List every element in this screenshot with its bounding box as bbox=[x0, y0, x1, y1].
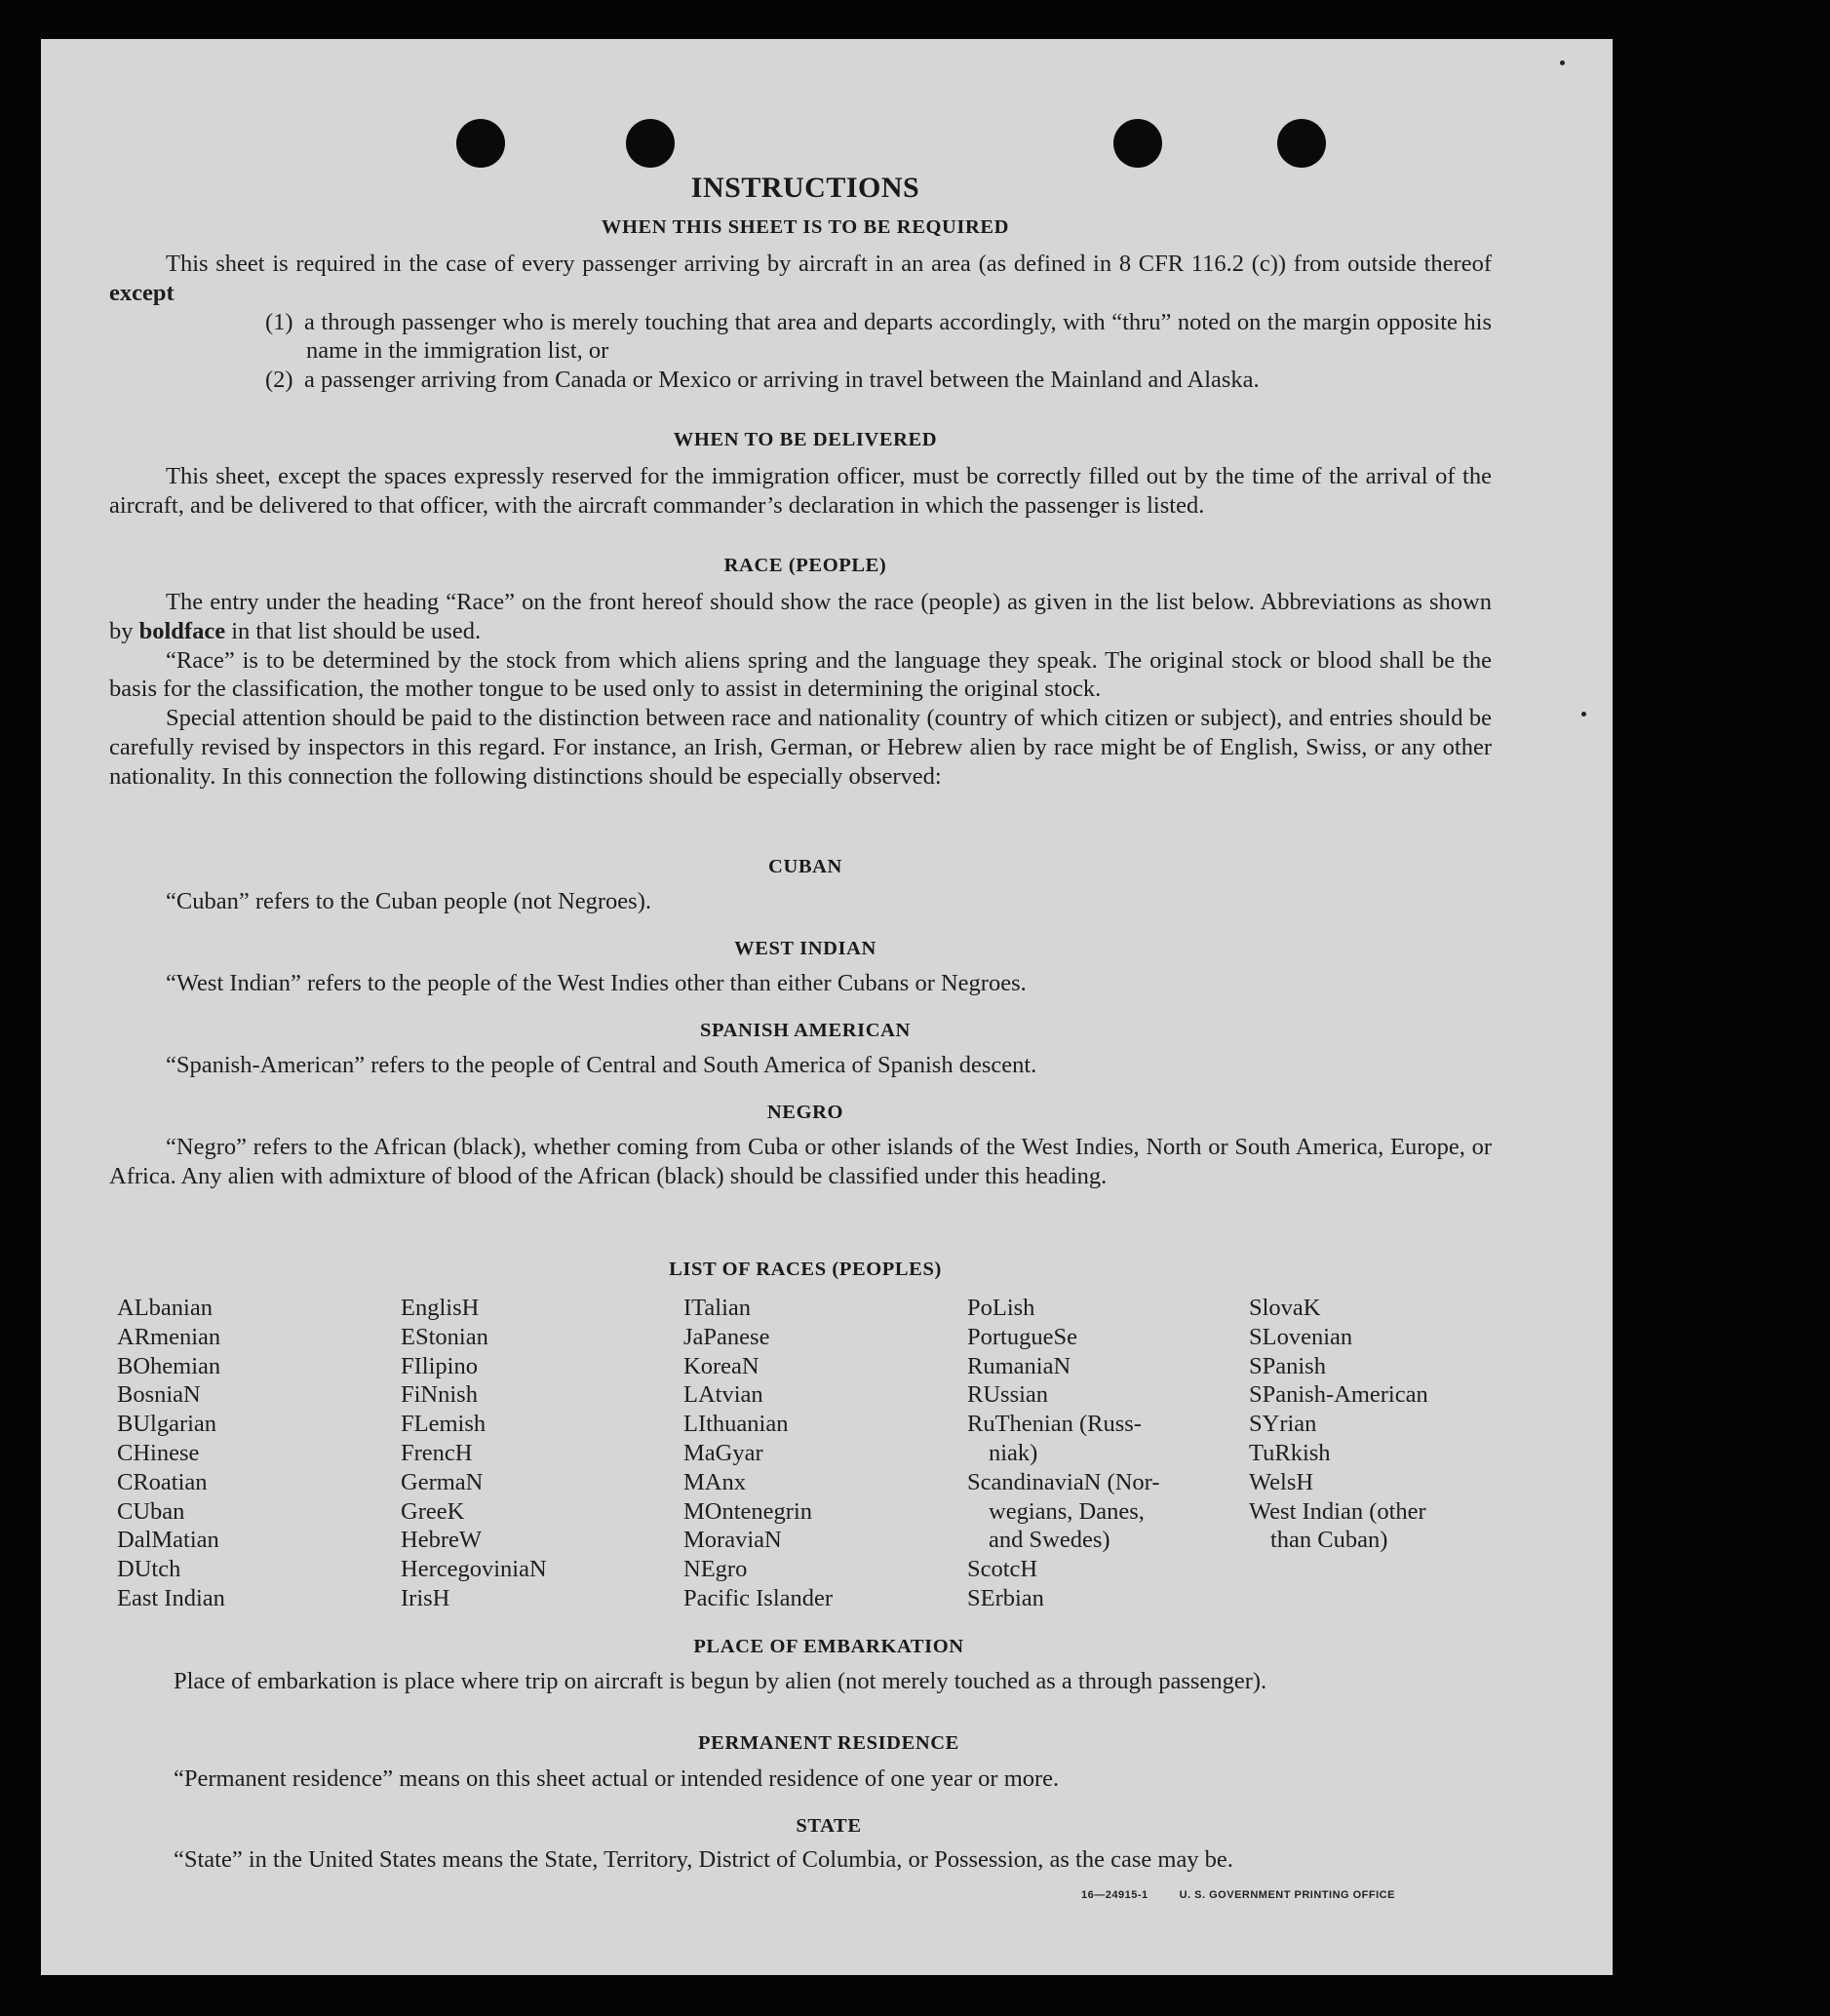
race-item: ScandinaviaN (Nor- bbox=[967, 1468, 1160, 1495]
punch-hole bbox=[456, 119, 505, 168]
section-negro bbox=[109, 1133, 1492, 1191]
races-column-3 bbox=[683, 1294, 961, 1613]
race-item-continued: and Swedes) bbox=[989, 1527, 1110, 1554]
form-number: 16—24915-1 bbox=[1081, 1889, 1149, 1901]
section-permanent-residence bbox=[117, 1764, 1496, 1794]
race-item: West Indian (other bbox=[1249, 1497, 1426, 1525]
heading-spanish-american: SPANISH AMERICAN bbox=[700, 1020, 911, 1041]
print-footer bbox=[1081, 1889, 1426, 1901]
races-column-4 bbox=[967, 1294, 1245, 1613]
punch-hole bbox=[1113, 119, 1162, 168]
race-item: SPanish-American bbox=[1249, 1381, 1428, 1409]
heading-state: STATE bbox=[796, 1815, 862, 1837]
race-paragraph-2: “Race” is to be determined by the stock from which aliens spring and the language they speak. The original stock or blood shall be the basis for the classification, the mother tongue to be used only to assist in determining the original stock. bbox=[109, 646, 1492, 703]
heading-cuban: CUBAN bbox=[768, 856, 842, 877]
printer-name: U. S. GOVERNMENT PRINTING OFFICE bbox=[1179, 1889, 1395, 1901]
race-item: LAtvian bbox=[683, 1381, 763, 1409]
race-item: SErbian bbox=[967, 1584, 1044, 1611]
race-item: FiNnish bbox=[401, 1381, 478, 1409]
race-item: ITalian bbox=[683, 1295, 752, 1321]
section-race bbox=[109, 588, 1492, 792]
race-item: WelsH bbox=[1249, 1468, 1314, 1495]
race-item: EStonian bbox=[401, 1323, 488, 1350]
state-text: “State” in the United States means the State, Territory, District of Columbia, or Possession, as the case may be. bbox=[174, 1846, 1233, 1873]
race-item: MOntenegrin bbox=[683, 1497, 812, 1525]
residence-text: “Permanent residence” means on this sheet actual or intended residence of one year or more. bbox=[174, 1765, 1060, 1792]
races-column-5 bbox=[1249, 1294, 1527, 1555]
west-indian-text: “West Indian” refers to the people of the West Indies other than either Cubans or Negroes. bbox=[166, 970, 1027, 996]
spanish-american-text: “Spanish-American” refers to the people of Central and South America of Spanish descent. bbox=[166, 1052, 1037, 1078]
required-item-1: (1) a through passenger who is merely touching that area and departs accordingly, with “thru” noted on the margin opposite his name in the immigration list, or bbox=[265, 308, 1492, 365]
race-item: BosniaN bbox=[117, 1381, 201, 1409]
race-item: HebreW bbox=[401, 1527, 482, 1554]
race-item-continued: than Cuban) bbox=[1270, 1527, 1388, 1554]
race-item: SYrian bbox=[1249, 1411, 1317, 1438]
race-item: TuRkish bbox=[1249, 1439, 1331, 1466]
heading-when-delivered: WHEN TO BE DELIVERED bbox=[673, 429, 938, 450]
race-item: PoLish bbox=[967, 1295, 1035, 1321]
required-intro: This sheet is required in the case of every passenger arriving by aircraft in an area (as defined in 8 CFR 116.2 (c)) from outside thereof except bbox=[109, 251, 1492, 306]
cuban-text: “Cuban” refers to the Cuban people (not Negroes). bbox=[166, 888, 651, 914]
race-paragraph-3: Special attention should be paid to the distinction between race and nationality (country of which citizen or subject), and entries should be carefully revised by inspectors in this regard. For instance, an Irish, German, or Hebrew alien by race might be of English, Swiss, or any other nationality. In this connection the following distinctions should be especially observed: bbox=[109, 705, 1492, 790]
race-item: RUssian bbox=[967, 1381, 1049, 1409]
race-item: GreeK bbox=[401, 1497, 465, 1525]
section-state bbox=[117, 1845, 1496, 1875]
race-item-continued: wegians, Danes, bbox=[989, 1497, 1145, 1525]
heading-permanent-residence: PERMANENT RESIDENCE bbox=[698, 1732, 959, 1754]
heading-race: RACE (PEOPLE) bbox=[723, 555, 887, 576]
heading-west-indian: WEST INDIAN bbox=[734, 938, 876, 959]
race-item-continued: niak) bbox=[989, 1439, 1038, 1466]
document-page bbox=[41, 39, 1613, 1975]
race-item: SlovaK bbox=[1249, 1295, 1321, 1321]
race-item: HercegoviniaN bbox=[401, 1556, 547, 1583]
speck bbox=[1581, 712, 1586, 717]
required-item-2: (2) a passenger arriving from Canada or Mexico or arriving in travel between the Mainland and Alaska. bbox=[265, 367, 1260, 394]
race-item: LIthuanian bbox=[683, 1411, 789, 1438]
section-spanish-american bbox=[109, 1051, 1492, 1080]
races-column-2 bbox=[401, 1294, 679, 1613]
heading-place-of-embarkation: PLACE OF EMBARKATION bbox=[693, 1636, 964, 1657]
embarkation-text: Place of embarkation is place where trip on aircraft is begun by alien (not merely touched as a through passenger). bbox=[174, 1668, 1267, 1694]
punch-hole bbox=[626, 119, 675, 168]
race-item: CHinese bbox=[117, 1439, 200, 1466]
heading-negro: NEGRO bbox=[766, 1102, 844, 1123]
race-item: NEgro bbox=[683, 1556, 748, 1583]
section-west-indian bbox=[109, 969, 1492, 998]
race-item: CUban bbox=[117, 1497, 185, 1525]
race-item: DalMatian bbox=[117, 1527, 219, 1554]
race-item: RuThenian (Russ- bbox=[967, 1411, 1142, 1438]
punch-hole bbox=[1277, 119, 1326, 168]
race-item: ScotcH bbox=[967, 1556, 1038, 1583]
speck bbox=[1560, 60, 1565, 65]
race-item: KoreaN bbox=[683, 1352, 759, 1379]
race-item: GermaN bbox=[401, 1468, 484, 1495]
race-item: FIlipino bbox=[401, 1352, 478, 1379]
race-item: MoraviaN bbox=[683, 1527, 782, 1554]
negro-text: “Negro” refers to the African (black), whether coming from Cuba or other islands of the West Indies, North or South America, Europe, or Africa. Any alien with admixture of blood of the African (black) should be classified under this heading. bbox=[109, 1134, 1492, 1189]
race-paragraph-1: The entry under the heading “Race” on the front hereof should show the race (people) as given in the list below. Abbreviations as shown by boldface in that list should be used. bbox=[109, 589, 1492, 644]
race-item: CRoatian bbox=[117, 1468, 208, 1495]
race-item: MAnx bbox=[683, 1468, 746, 1495]
race-item: DUtch bbox=[117, 1556, 181, 1583]
heading-when-required: WHEN THIS SHEET IS TO BE REQUIRED bbox=[601, 216, 1010, 238]
race-item: EnglisH bbox=[401, 1295, 480, 1321]
heading-list-of-races: LIST OF RACES (PEOPLES) bbox=[669, 1259, 942, 1280]
race-item: East Indian bbox=[117, 1584, 225, 1611]
race-item: JaPanese bbox=[683, 1323, 770, 1350]
delivered-text: This sheet, except the spaces expressly reserved for the immigration officer, must be correctly filled out by the time of the arrival of the aircraft, and be delivered to that officer, with the aircraft commander’s declaration in which the passenger is listed. bbox=[109, 463, 1492, 519]
race-item: BUlgarian bbox=[117, 1411, 217, 1438]
race-item: Pacific Islander bbox=[683, 1584, 834, 1611]
race-item: PortugueSe bbox=[967, 1323, 1077, 1350]
page-title: INSTRUCTIONS bbox=[690, 172, 920, 204]
races-column-1 bbox=[117, 1294, 395, 1613]
race-item: SPanish bbox=[1249, 1352, 1326, 1379]
race-item: MaGyar bbox=[683, 1439, 763, 1466]
race-item: FrencH bbox=[401, 1439, 473, 1466]
race-item: ARmenian bbox=[117, 1323, 221, 1350]
section-when-required bbox=[109, 250, 1492, 395]
section-cuban bbox=[109, 887, 1492, 916]
race-item: SLovenian bbox=[1249, 1323, 1353, 1350]
race-item: BOhemian bbox=[117, 1352, 221, 1379]
race-item: IrisH bbox=[401, 1584, 450, 1611]
race-item: ALbanian bbox=[117, 1295, 213, 1321]
race-item: FLemish bbox=[401, 1411, 487, 1438]
section-place-of-embarkation bbox=[117, 1667, 1496, 1696]
race-item: RumaniaN bbox=[967, 1352, 1071, 1379]
section-when-delivered bbox=[109, 462, 1492, 521]
